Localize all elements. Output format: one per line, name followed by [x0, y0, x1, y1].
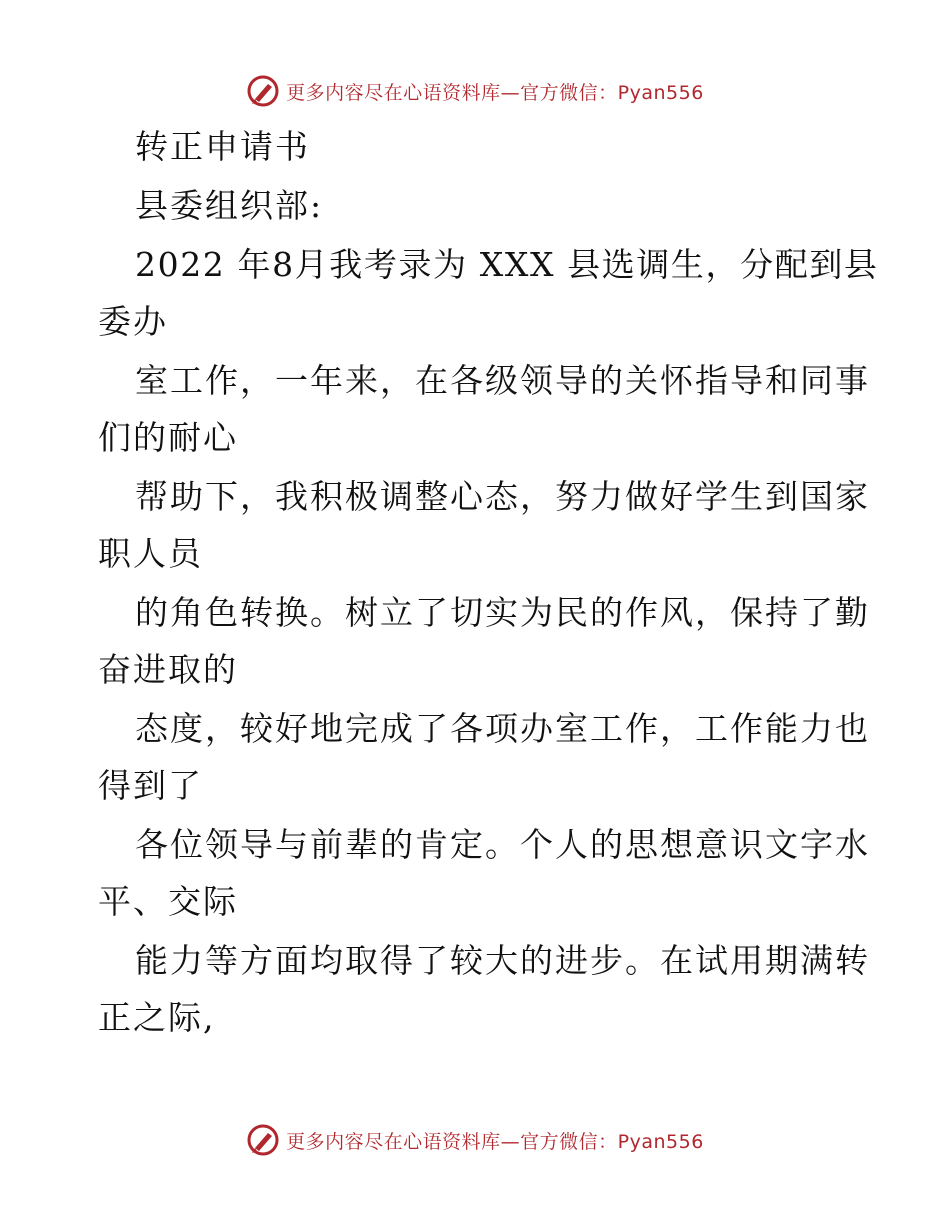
addressee: 县委组织部: [135, 186, 324, 225]
watermark-text: 更多内容尽在心语资料库—官方微信：Pyan556 [286, 1130, 704, 1153]
watermark-text: 更多内容尽在心语资料库—官方微信：Pyan556 [286, 81, 704, 104]
pen-logo-icon [246, 74, 280, 108]
body-line: 帮助下，我积极调整心态，努力做好学生到国家 [135, 477, 870, 516]
body-line: 奋进取的 [98, 650, 238, 689]
footer-watermark [0, 1120, 950, 1160]
header-watermark [0, 71, 950, 111]
body-line: 委办 [98, 302, 168, 341]
body-line: 们的耐心 [98, 418, 238, 457]
body-line: 的角色转换。树立了切实为民的作风，保持了勤 [135, 593, 870, 632]
document-title: 转正申请书 [135, 127, 310, 166]
body-line: 得到了 [98, 766, 203, 805]
body-line: 能力等方面均取得了较大的进步。在试用期满转 [135, 941, 870, 980]
body-line: 2022 年8月我考录为 XXX 县选调生，分配到县 [135, 245, 879, 284]
body-line: 正之际, [98, 998, 216, 1037]
body-line: 职人员 [98, 534, 203, 573]
body-line: 各位领导与前辈的肯定。个人的思想意识文字水 [135, 825, 870, 864]
body-line: 态度，较好地完成了各项办室工作，工作能力也 [135, 709, 870, 748]
body-line: 平、交际 [98, 882, 238, 921]
body-line: 室工作，一年来，在各级领导的关怀指导和同事 [135, 361, 870, 400]
pen-logo-icon [246, 1123, 280, 1157]
